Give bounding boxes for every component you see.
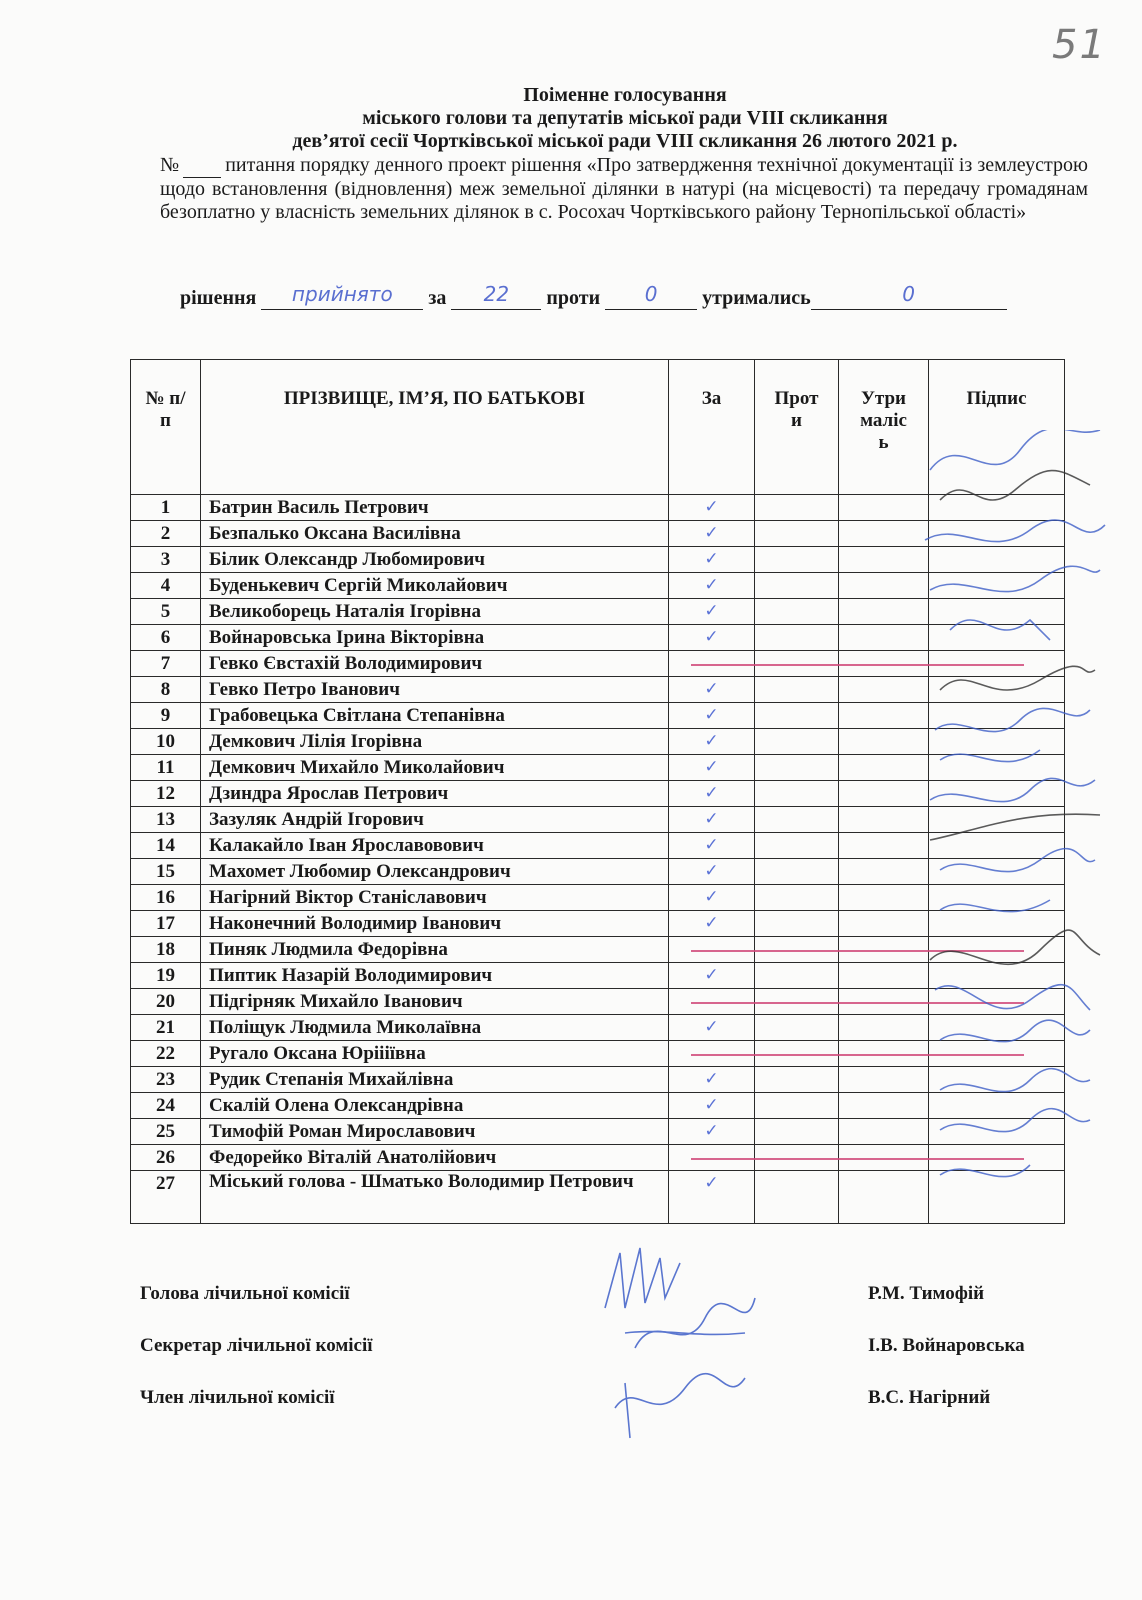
vote-for-cell (669, 963, 755, 989)
deputy-name: Білик Олександр Любомирович (201, 547, 669, 573)
vote-for-cell (669, 625, 755, 651)
vote-abstained-cell (839, 625, 929, 651)
check-mark-icon: ✓ (704, 965, 719, 985)
check-mark-icon: ✓ (704, 1095, 719, 1115)
vote-abstained-cell (839, 833, 929, 859)
decision-value: прийнято (261, 285, 423, 310)
row-number: 23 (131, 1067, 201, 1093)
deputy-name: Безпалько Оксана Василівна (201, 521, 669, 547)
row-number: 8 (131, 677, 201, 703)
commission-signatures (595, 1238, 765, 1448)
heading-line-1: Поіменне голосування (523, 84, 727, 106)
row-number: 20 (131, 989, 201, 1015)
check-mark-icon: ✓ (704, 1069, 719, 1089)
deputy-name: Гевко Петро Іванович (201, 677, 669, 703)
vote-abstained-cell (839, 677, 929, 703)
vote-abstained-cell (839, 729, 929, 755)
deputy-name: Буденькевич Сергій Миколайович (201, 573, 669, 599)
deputy-name: Скалій Олена Олександрівна (201, 1093, 669, 1119)
heading-line-3: дев’ятої сесії Чортківської міської ради VIII скликання 26 лютого 2021 р. (292, 130, 958, 152)
check-mark-icon: ✓ (704, 1121, 719, 1141)
vote-for-cell (669, 1171, 755, 1224)
header-number: № п/п (131, 360, 201, 495)
against-count: 0 (605, 285, 697, 310)
check-mark-icon: ✓ (704, 783, 719, 803)
vote-for-cell (669, 833, 755, 859)
for-label: за (428, 287, 447, 309)
vote-for-cell (669, 547, 755, 573)
header-abstained: Утри маліс ь (839, 360, 929, 495)
row-number: 22 (131, 1041, 201, 1067)
deputy-name: Наконечний Володимир Іванович (201, 911, 669, 937)
secretary-name: І.В. Войнаровська (868, 1335, 1025, 1356)
deputy-name: Пиняк Людмила Федорівна (201, 937, 669, 963)
row-number: 3 (131, 547, 201, 573)
vote-for-cell (669, 1015, 755, 1041)
deputy-name: Махомет Любомир Олександрович (201, 859, 669, 885)
row-number: 7 (131, 651, 201, 677)
check-mark-icon: ✓ (704, 861, 719, 881)
vote-abstained-cell (839, 1171, 929, 1224)
row-number: 16 (131, 885, 201, 911)
vote-against-cell (755, 885, 839, 911)
check-mark-icon: ✓ (704, 1017, 719, 1037)
decision-line (180, 282, 1080, 310)
vote-for-cell (669, 729, 755, 755)
row-number: 14 (131, 833, 201, 859)
vote-against-cell (755, 599, 839, 625)
vote-for-cell (669, 677, 755, 703)
check-mark-icon: ✓ (704, 731, 719, 751)
header-name: ПРІЗВИЩЕ, ІМ’Я, ПО БАТЬКОВІ (201, 360, 669, 495)
vote-against-cell (755, 807, 839, 833)
deputy-name: Пиптик Назарій Володимирович (201, 963, 669, 989)
vote-against-cell (755, 833, 839, 859)
row-number: 6 (131, 625, 201, 651)
row-number: 12 (131, 781, 201, 807)
vote-for-cell (669, 937, 755, 963)
vote-for-cell (669, 1145, 755, 1171)
vote-abstained-cell (839, 703, 929, 729)
deputy-signatures (920, 430, 1110, 1250)
vote-for-cell (669, 911, 755, 937)
chair-name: Р.М. Тимофій (868, 1283, 985, 1304)
row-number: 5 (131, 599, 201, 625)
vote-for-cell (669, 1067, 755, 1093)
vote-abstained-cell (839, 1093, 929, 1119)
vote-abstained-cell (839, 599, 929, 625)
vote-against-cell (755, 729, 839, 755)
vote-against-cell (755, 547, 839, 573)
abstained-label: утримались (702, 287, 811, 309)
agenda-item-text (160, 154, 1088, 224)
check-mark-icon: ✓ (704, 887, 719, 907)
row-number: 18 (131, 937, 201, 963)
vote-against-cell (755, 781, 839, 807)
deputy-name: Поліщук Людмила Миколаївна (201, 1015, 669, 1041)
for-count: 22 (451, 285, 541, 310)
check-mark-icon: ✓ (704, 627, 719, 647)
vote-against-cell (755, 1093, 839, 1119)
check-mark-icon: ✓ (704, 549, 719, 569)
member-name: В.С. Нагірний (868, 1387, 991, 1408)
vote-abstained-cell (839, 807, 929, 833)
vote-abstained-cell (839, 859, 929, 885)
vote-for-cell (669, 807, 755, 833)
vote-abstained-cell (839, 1067, 929, 1093)
deputy-name: Тимофій Роман Мирославович (201, 1119, 669, 1145)
vote-abstained-cell (839, 547, 929, 573)
deputy-name: Нагірний Віктор Станіславович (201, 885, 669, 911)
vote-for-cell (669, 1093, 755, 1119)
check-mark-icon: ✓ (704, 705, 719, 725)
deputy-name: Гевко Євстахій Володимирович (201, 651, 669, 677)
against-label: проти (546, 287, 601, 309)
vote-for-cell (669, 989, 755, 1015)
row-number: 19 (131, 963, 201, 989)
check-mark-icon: ✓ (704, 913, 719, 933)
vote-for-cell (669, 599, 755, 625)
row-number: 25 (131, 1119, 201, 1145)
deputy-name: Батрин Василь Петрович (201, 495, 669, 521)
check-mark-icon: ✓ (704, 757, 719, 777)
deputy-name: Великоборець Наталія Ігорівна (201, 599, 669, 625)
vote-abstained-cell (839, 495, 929, 521)
vote-abstained-cell (839, 1119, 929, 1145)
vote-abstained-cell (839, 781, 929, 807)
check-mark-icon: ✓ (704, 1173, 719, 1193)
row-number: 26 (131, 1145, 201, 1171)
vote-for-cell (669, 1119, 755, 1145)
vote-against-cell (755, 625, 839, 651)
check-mark-icon: ✓ (704, 575, 719, 595)
check-mark-icon: ✓ (704, 835, 719, 855)
deputy-name: Міський голова - Шматько Володимир Петрович (201, 1171, 669, 1224)
vote-for-cell (669, 1041, 755, 1067)
vote-against-cell (755, 963, 839, 989)
row-number: 15 (131, 859, 201, 885)
row-number: 2 (131, 521, 201, 547)
number-sign: № (160, 154, 180, 176)
row-number: 21 (131, 1015, 201, 1041)
row-number: 13 (131, 807, 201, 833)
vote-against-cell (755, 677, 839, 703)
vote-against-cell (755, 1119, 839, 1145)
vote-against-cell (755, 703, 839, 729)
check-mark-icon: ✓ (704, 497, 719, 517)
check-mark-icon: ✓ (704, 809, 719, 829)
vote-against-cell (755, 1015, 839, 1041)
row-number: 4 (131, 573, 201, 599)
row-number: 24 (131, 1093, 201, 1119)
abstained-count: 0 (811, 285, 1007, 310)
vote-abstained-cell (839, 755, 929, 781)
vote-against-cell (755, 1171, 839, 1224)
vote-for-cell (669, 495, 755, 521)
vote-abstained-cell (839, 573, 929, 599)
check-mark-icon: ✓ (704, 679, 719, 699)
member-label: Член лічильної комісії (140, 1387, 335, 1408)
vote-for-cell (669, 859, 755, 885)
deputy-name: Грабовецька Світлана Степанівна (201, 703, 669, 729)
vote-against-cell (755, 495, 839, 521)
vote-against-cell (755, 755, 839, 781)
agenda-description: питання порядку денного проект рішення «Про затвердження технічної документації із землеустрою щодо встановлення (відновлення) меж земельної ділянки в натурі (на місцевості) та передачу громадянам безоплатно у власність земельних ділянок в с. Росохач Чортківського району Тернопільської області» (160, 154, 1088, 223)
header-signature: Підпис (929, 360, 1065, 495)
vote-for-cell (669, 703, 755, 729)
vote-abstained-cell (839, 521, 929, 547)
vote-for-cell (669, 573, 755, 599)
vote-against-cell (755, 1067, 839, 1093)
vote-for-cell (669, 755, 755, 781)
vote-abstained-cell (839, 885, 929, 911)
chair-label: Голова лічильної комісії (140, 1283, 350, 1304)
row-number: 17 (131, 911, 201, 937)
row-number: 11 (131, 755, 201, 781)
vote-against-cell (755, 859, 839, 885)
page-number: 51 (1052, 22, 1107, 68)
check-mark-icon: ✓ (704, 523, 719, 543)
row-number: 27 (131, 1171, 201, 1224)
vote-against-cell (755, 911, 839, 937)
vote-abstained-cell (839, 911, 929, 937)
deputy-name: Підгірняк Михайло Іванович (201, 989, 669, 1015)
deputy-name: Калакайло Іван Ярославовович (201, 833, 669, 859)
row-number: 10 (131, 729, 201, 755)
deputy-name: Демкович Михайло Миколайович (201, 755, 669, 781)
header-against: Прот и (755, 360, 839, 495)
row-number: 1 (131, 495, 201, 521)
deputy-name: Рудик Степанія Михайлівна (201, 1067, 669, 1093)
heading-line-2: міського голови та депутатів міської ради VIII скликання (362, 107, 888, 129)
secretary-label: Секретар лічильної комісії (140, 1335, 373, 1356)
vote-for-cell (669, 781, 755, 807)
vote-abstained-cell (839, 963, 929, 989)
vote-abstained-cell (839, 1015, 929, 1041)
deputy-name: Федорейко Віталій Анатолійович (201, 1145, 669, 1171)
deputy-name: Демкович Лілія Ігорівна (201, 729, 669, 755)
deputy-name: Дзиндра Ярослав Петрович (201, 781, 669, 807)
deputy-name: Войнаровська Ірина Вікторівна (201, 625, 669, 651)
vote-for-cell (669, 521, 755, 547)
decision-label: рішення (180, 287, 257, 309)
vote-against-cell (755, 573, 839, 599)
deputy-name: Ругало Оксана Юріііївна (201, 1041, 669, 1067)
deputy-name: Зазуляк Андрій Ігорович (201, 807, 669, 833)
check-mark-icon: ✓ (704, 601, 719, 621)
vote-for-cell (669, 651, 755, 677)
vote-against-cell (755, 521, 839, 547)
header-for: За (669, 360, 755, 495)
vote-for-cell (669, 885, 755, 911)
number-blank (183, 154, 221, 178)
row-number: 9 (131, 703, 201, 729)
